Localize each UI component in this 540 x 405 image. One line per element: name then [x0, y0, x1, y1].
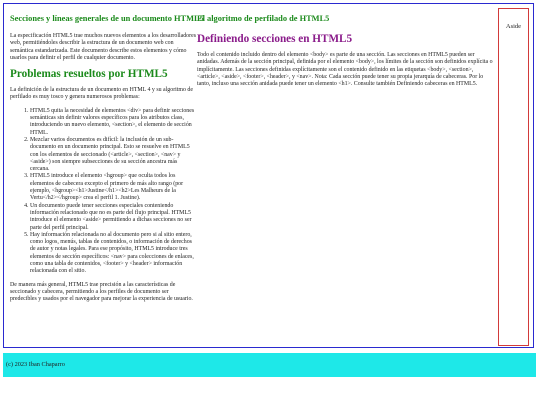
- section-title: Secciones y líneas generales de un documento HTML5: [10, 14, 204, 23]
- sections-heading: Definiendo secciones en HTML5: [197, 33, 353, 45]
- list-item: 3. HTML5 introduce el elemento <hgroup> que oculta todos los elementos de cabecera excepto el primero de más alto rango (por ejemplo, <hgroup><h1>Justine</h1><h2>Les Malheurs de la Vertu</h2></hgroup> crea el perfil 1. Justine).: [30, 173, 196, 202]
- list-item: 4. Un documento puede tener secciones especiales conteniendo información relacionado que no es parte del flujo principal. HTML5 introduce el elemento <aside> permitiendo a dichas secciones no ser parte del perfil principal.: [30, 203, 196, 232]
- article-column-right: [197, 14, 495, 94]
- footer-copyright: (c) 2023 Iban Chaparro: [6, 361, 65, 368]
- sections-paragraph: Todo el contenido incluido dentro del elemento <body> es parte de una sección. Las secciones en HTML5 pueden ser anidadas. Además de la sección principal, definida por el elemento <body>, los límites de la sección son definidos explícita o implícitamente. Las secciones definidas explícitamente son el contenido definido en las etiquetas <body>, <section>, <article>, <aside>, <footer>, <header>, y <nav>. Nota: Cada sección puede tener su propia jerarquía de cabeceras. Por lo tanto, incluso una sección anidada puede tener un elemento <h1>. Consulte también Definiendo cabeceras en HTML5.: [197, 52, 493, 88]
- list-item: 5. Hay información relacionada no al documento pero si al sitio entero, como logos, menús, tablas de contenidos, o información de derechos de autor y notas legales. Para ese propósito, HTML5 introduce tres elementos de sección específicos: <nav> para colecciones de enlaces, como una tabla de contenidos, <footer> y <header> información relacionada con el sitio.: [30, 232, 196, 276]
- problems-heading: Problemas resueltos por HTML5: [10, 68, 168, 81]
- problems-list: [10, 108, 196, 276]
- problems-intro: La definición de la estructura de un documento en HTML 4 y su algoritmo de perfilado es muy tosco y genera numerosos problemas:: [10, 87, 193, 101]
- page-footer: [3, 353, 536, 377]
- algorithm-title: El algoritmo de perfilado de HTML5: [197, 14, 330, 23]
- list-item: 2. Mezclar varios documentos es difícil: la inclusión de un sub-documento en un documento principal. Esto se resuelve en HTML5 con los elementos de seccionado (<article>, <section>, <nav> y <aside>) son siempre subsecciones de su sección ancestra más cercana.: [30, 137, 196, 173]
- aside-label: Aside: [505, 23, 522, 30]
- closing-paragraph: De manera más general, HTML5 trae precisión a las características de seccionado y cabecera, permitiendo a los perfiles de documento ser predecibles y usados por el navegador para mejorar la experiencia de usuario.: [10, 281, 193, 303]
- list-item: 1. HTML5 quita la necesidad de elementos <div> para definir secciones semánticas sin definir valores específicos para los atributos class, introduciendo un nuevo elemento, <section>, el elemento de sección HTML.: [30, 108, 196, 137]
- intro-paragraph: La especificación HTML5 trae muchos nuevos elementos a los desarrolladores web, permitiéndoles describir la estructura de un documento web con semántica estandarizada. Este documento describe estos elementos y cómo usarlos para definir el perfil de cualquier documento.: [10, 33, 196, 61]
- aside-panel: [498, 8, 529, 346]
- article-column-left: [10, 14, 204, 310]
